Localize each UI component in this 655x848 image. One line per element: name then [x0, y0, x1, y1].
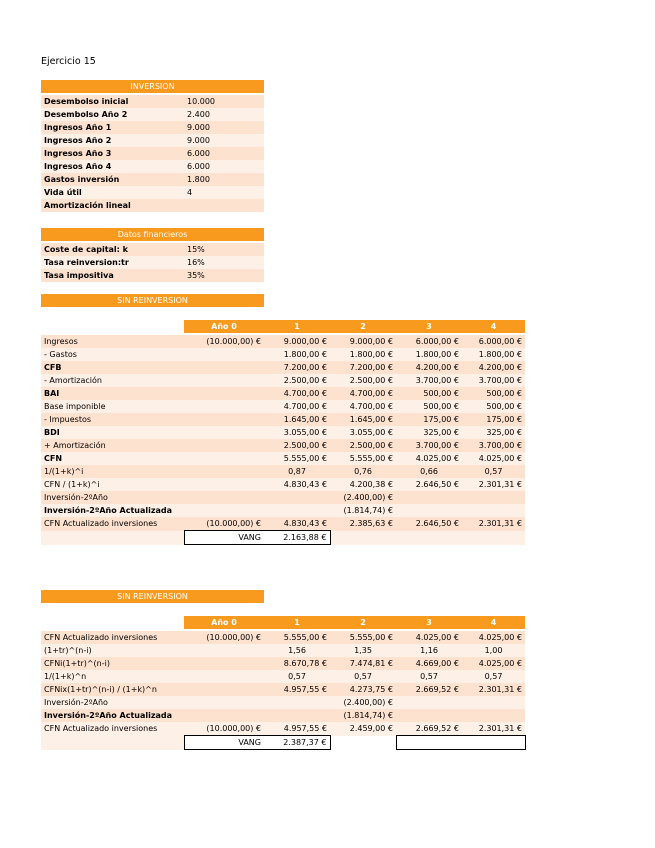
table2-row	[41, 683, 525, 696]
table2-row-label: 1/(1+k)^n	[41, 670, 184, 683]
table2-vang-value: 2.387,37 €	[264, 736, 330, 750]
table2-cell: (1.814,74) €	[330, 709, 396, 722]
financieros-header: Datos financieros	[41, 228, 264, 241]
section-title-2: SIN REINVERSION	[41, 590, 264, 603]
table1-header-blank	[41, 320, 184, 333]
table1-row	[41, 491, 525, 504]
inversion-value: 6.000	[184, 160, 264, 173]
table2-cell	[184, 683, 264, 696]
inversion-label: Amortización lineal	[41, 199, 184, 212]
table1-row	[41, 465, 525, 478]
inversion-value: 6.000	[184, 147, 264, 160]
table1-row	[41, 413, 525, 426]
cashflow-table-2	[41, 616, 526, 750]
section-bar-2	[41, 590, 264, 603]
table1-row	[41, 374, 525, 387]
table1-cell: 2.646,50 €	[396, 517, 462, 531]
table2-header-blank	[41, 616, 184, 629]
table2-column-header: 1	[264, 616, 330, 629]
table1-cell	[184, 465, 264, 478]
table2-cell: 2.669,52 €	[396, 683, 462, 696]
table2-empty-box-right	[462, 736, 525, 750]
inversion-label: Gastos inversión	[41, 173, 184, 186]
table1-cell: 4.200,00 €	[462, 361, 525, 374]
table1-vang-fill	[396, 531, 462, 545]
table1-vang-row	[41, 531, 525, 545]
table1-cell	[184, 426, 264, 439]
financieros-row	[41, 269, 264, 282]
section-title-1: SIN REINVERSION	[41, 294, 264, 307]
table1-row	[41, 335, 525, 348]
table1-cell	[184, 374, 264, 387]
inversion-row	[41, 173, 264, 186]
table2-cell: 4.025,00 €	[396, 631, 462, 644]
inversion-value: 9.000	[184, 121, 264, 134]
table2-column-header: 2	[330, 616, 396, 629]
inversion-value: 4	[184, 186, 264, 199]
table1-cell: 500,00 €	[396, 400, 462, 413]
table1-column-header: 1	[264, 320, 330, 333]
table1-row-label: - Gastos	[41, 348, 184, 361]
table1-cell: (1.814,74) €	[330, 504, 396, 517]
table1-cell: 2.500,00 €	[330, 439, 396, 452]
financieros-header-row	[41, 228, 264, 241]
table2-cell: 2.301,31 €	[462, 722, 525, 736]
table1-cell: 4.700,00 €	[264, 400, 330, 413]
table1-cell: 500,00 €	[462, 400, 525, 413]
table1-cell: 325,00 €	[462, 426, 525, 439]
table2-row	[41, 722, 525, 736]
table2-row	[41, 657, 525, 670]
table2-vang-gap	[330, 736, 396, 750]
table2-cell	[462, 709, 525, 722]
table2-cell: 2.301,31 €	[462, 683, 525, 696]
table2-cell: 8.670,78 €	[264, 657, 330, 670]
inversion-value: 10.000	[184, 95, 264, 108]
table1-row	[41, 387, 525, 400]
table1-cell: 1.800,00 €	[264, 348, 330, 361]
table1-cell: 1.800,00 €	[396, 348, 462, 361]
table1-cell: 175,00 €	[462, 413, 525, 426]
table1-vang-fill	[462, 531, 525, 545]
inversion-value: 2.400	[184, 108, 264, 121]
inversion-label: Ingresos Año 2	[41, 134, 184, 147]
table2-cell: 2.669,52 €	[396, 722, 462, 736]
table2-cell: 1,35	[330, 644, 396, 657]
table2-cell: 0,57	[330, 670, 396, 683]
table1-column-header: 3	[396, 320, 462, 333]
table2-cell: (10.000,00) €	[184, 722, 264, 736]
table2-cell	[184, 670, 264, 683]
table1-cell: 3.700,00 €	[462, 374, 525, 387]
inversion-row	[41, 121, 264, 134]
table1-row	[41, 361, 525, 374]
table1-row	[41, 400, 525, 413]
table1-cell: 2.646,50 €	[396, 478, 462, 491]
inversion-row	[41, 160, 264, 173]
table1-vang-blank	[41, 531, 184, 545]
table1-cell: 5.555,00 €	[264, 452, 330, 465]
table1-cell: (10.000,00) €	[184, 517, 264, 531]
table1-row-label: - Amortización	[41, 374, 184, 387]
table1-row-label: Inversión-2ºAño	[41, 491, 184, 504]
table1-row-label: BAI	[41, 387, 184, 400]
table2-cell: 4.957,55 €	[264, 683, 330, 696]
table2-cell: 2.459,00 €	[330, 722, 396, 736]
table1-cell	[396, 504, 462, 517]
table2-cell: 0,57	[462, 670, 525, 683]
table2-cell: 0,57	[264, 670, 330, 683]
table2-cell: 4.025,00 €	[462, 631, 525, 644]
table2-column-header: Año 0	[184, 616, 264, 629]
table2-column-header: 4	[462, 616, 525, 629]
table2-row-label: (1+tr)^(n-i)	[41, 644, 184, 657]
table2-cell: (10.000,00) €	[184, 631, 264, 644]
table1-column-header: Año 0	[184, 320, 264, 333]
financial-data-table	[41, 228, 264, 282]
table1-cell: 4.200,00 €	[396, 361, 462, 374]
financieros-label: Coste de capital: k	[41, 243, 184, 256]
table1-cell: 1.645,00 €	[330, 413, 396, 426]
table1-cell: 0,76	[330, 465, 396, 478]
table1-cell	[264, 491, 330, 504]
table2-row-label: CFNix(1+tr)^(n-i) / (1+k)^n	[41, 683, 184, 696]
table1-cell: 3.700,00 €	[396, 374, 462, 387]
table1-cell: 0,57	[462, 465, 525, 478]
table2-column-header: 3	[396, 616, 462, 629]
table1-vang-value: 2.163,88 €	[264, 531, 330, 545]
table1-cell: 2.500,00 €	[264, 374, 330, 387]
table2-row-label: Inversión-2ºAño Actualizada	[41, 709, 184, 722]
table2-cell	[264, 709, 330, 722]
table2-cell	[396, 696, 462, 709]
table2-cell	[264, 696, 330, 709]
table1-cell	[462, 504, 525, 517]
inversion-row	[41, 108, 264, 121]
table1-cell: 500,00 €	[462, 387, 525, 400]
financieros-value: 15%	[184, 243, 264, 256]
table1-cell: 500,00 €	[396, 387, 462, 400]
table2-cell	[184, 696, 264, 709]
table1-cell: 4.700,00 €	[330, 400, 396, 413]
inversion-row	[41, 199, 264, 212]
financieros-value: 35%	[184, 269, 264, 282]
table2-vang-label: VANG	[184, 736, 264, 750]
table1-cell	[184, 361, 264, 374]
table1-row	[41, 478, 525, 491]
table2-cell: 4.025,00 €	[462, 657, 525, 670]
inversion-value: 9.000	[184, 134, 264, 147]
table1-cell: 1.645,00 €	[264, 413, 330, 426]
inversion-label: Desembolso inicial	[41, 95, 184, 108]
table1-row	[41, 504, 525, 517]
financieros-row	[41, 243, 264, 256]
table1-row	[41, 348, 525, 361]
table1-row-label: CFN / (1+k)^i	[41, 478, 184, 491]
table1-cell: 2.301,31 €	[462, 478, 525, 491]
table2-cell	[462, 696, 525, 709]
table2-cell: 1,16	[396, 644, 462, 657]
table1-cell	[184, 491, 264, 504]
table2-cell: 5.555,00 €	[264, 631, 330, 644]
table2-row-label: Inversión-2ºAño	[41, 696, 184, 709]
table1-cell	[264, 504, 330, 517]
table1-cell: 7.200,00 €	[330, 361, 396, 374]
table1-column-header: 2	[330, 320, 396, 333]
inversion-row	[41, 95, 264, 108]
table1-cell: 4.025,00 €	[396, 452, 462, 465]
inversion-label: Desembolso Año 2	[41, 108, 184, 121]
table2-cell	[184, 709, 264, 722]
table1-cell: 2.500,00 €	[330, 374, 396, 387]
table2-row	[41, 696, 525, 709]
table1-cell	[184, 387, 264, 400]
inversion-value	[184, 199, 264, 212]
inversion-row	[41, 147, 264, 160]
table1-row-label: CFN	[41, 452, 184, 465]
table1-cell: 1.800,00 €	[462, 348, 525, 361]
table1-cell: 2.385,63 €	[330, 517, 396, 531]
table1-cell: (2.400,00) €	[330, 491, 396, 504]
table1-row-label: + Amortización	[41, 439, 184, 452]
table1-row	[41, 426, 525, 439]
table2-row	[41, 631, 525, 644]
table2-row-label: CFN Actualizado inversiones	[41, 722, 184, 736]
table1-cell: 4.830,43 €	[264, 517, 330, 531]
table1-row-label: BDI	[41, 426, 184, 439]
table2-row	[41, 644, 525, 657]
table1-cell	[462, 491, 525, 504]
table1-row-label: Ingresos	[41, 335, 184, 348]
table1-cell: 325,00 €	[396, 426, 462, 439]
table2-cell: (2.400,00) €	[330, 696, 396, 709]
table1-cell: 6.000,00 €	[396, 335, 462, 348]
table2-vang-row	[41, 736, 525, 750]
table1-cell: 3.700,00 €	[396, 439, 462, 452]
table2-cell: 0,57	[396, 670, 462, 683]
inversion-label: Ingresos Año 1	[41, 121, 184, 134]
table1-cell: 3.700,00 €	[462, 439, 525, 452]
table1-row-label: Inversión-2ºAño Actualizada	[41, 504, 184, 517]
table1-cell	[396, 491, 462, 504]
table1-cell: 4.700,00 €	[264, 387, 330, 400]
table2-cell	[184, 657, 264, 670]
table1-vang-label: VANG	[184, 531, 264, 545]
table2-cell: 5.555,00 €	[330, 631, 396, 644]
table1-column-header: 4	[462, 320, 525, 333]
table1-cell: 2.500,00 €	[264, 439, 330, 452]
inversion-row	[41, 186, 264, 199]
table1-cell	[184, 400, 264, 413]
table1-cell	[184, 439, 264, 452]
table1-row-label: CFB	[41, 361, 184, 374]
table2-cell: 4.669,00 €	[396, 657, 462, 670]
table1-row-label: CFN Actualizado inversiones	[41, 517, 184, 531]
table1-cell: (10.000,00) €	[184, 335, 264, 348]
inversion-table	[41, 80, 264, 212]
table2-cell	[396, 709, 462, 722]
financieros-value: 16%	[184, 256, 264, 269]
table1-cell: 4.200,38 €	[330, 478, 396, 491]
table2-column-header-row	[41, 616, 525, 629]
table1-row-label: 1/(1+k)^i	[41, 465, 184, 478]
table1-cell: 4.025,00 €	[462, 452, 525, 465]
table2-row	[41, 670, 525, 683]
table1-cell: 2.301,31 €	[462, 517, 525, 531]
table2-cell: 1,56	[264, 644, 330, 657]
table1-row-label: Base imponible	[41, 400, 184, 413]
table1-row	[41, 452, 525, 465]
inversion-label: Ingresos Año 4	[41, 160, 184, 173]
financieros-label: Tasa reinversion:tr	[41, 256, 184, 269]
table1-cell: 9.000,00 €	[330, 335, 396, 348]
table1-column-header-row	[41, 320, 525, 333]
table1-vang-fill	[330, 531, 396, 545]
table1-row	[41, 517, 525, 531]
table1-cell: 6.000,00 €	[462, 335, 525, 348]
inversion-row	[41, 134, 264, 147]
table1-cell	[184, 504, 264, 517]
table1-cell: 0,87	[264, 465, 330, 478]
table2-cell: 4.957,55 €	[264, 722, 330, 736]
table2-cell	[184, 644, 264, 657]
table2-row-label: CFNi(1+tr)^(n-i)	[41, 657, 184, 670]
table1-cell: 175,00 €	[396, 413, 462, 426]
section-bar-1	[41, 294, 264, 307]
table1-cell: 1.800,00 €	[330, 348, 396, 361]
financieros-label: Tasa impositiva	[41, 269, 184, 282]
table1-cell: 0,66	[396, 465, 462, 478]
table1-cell	[184, 348, 264, 361]
table2-cell: 7.474,81 €	[330, 657, 396, 670]
table1-cell: 4.700,00 €	[330, 387, 396, 400]
cashflow-table-1	[41, 320, 525, 545]
table1-cell: 7.200,00 €	[264, 361, 330, 374]
inversion-label: Ingresos Año 3	[41, 147, 184, 160]
table2-vang-blank	[41, 736, 184, 750]
table1-row	[41, 439, 525, 452]
financieros-row	[41, 256, 264, 269]
table2-cell: 4.273,75 €	[330, 683, 396, 696]
inversion-value: 1.800	[184, 173, 264, 186]
table1-cell: 3.055,00 €	[264, 426, 330, 439]
table1-cell	[184, 413, 264, 426]
inversion-label: Vida útil	[41, 186, 184, 199]
table1-cell	[184, 478, 264, 491]
table2-row-label: CFN Actualizado inversiones	[41, 631, 184, 644]
inversion-header-row	[41, 80, 264, 93]
table2-empty-box-left	[396, 736, 462, 750]
exercise-title: Ejercicio 15	[41, 56, 96, 67]
table1-cell	[184, 452, 264, 465]
table2-row	[41, 709, 525, 722]
table1-cell: 5.555,00 €	[330, 452, 396, 465]
table2-cell: 1,00	[462, 644, 525, 657]
table1-cell: 4.830,43 €	[264, 478, 330, 491]
table1-cell: 9.000,00 €	[264, 335, 330, 348]
inversion-header: INVERSION	[41, 80, 264, 93]
table1-row-label: - Impuestos	[41, 413, 184, 426]
table1-cell: 3.055,00 €	[330, 426, 396, 439]
